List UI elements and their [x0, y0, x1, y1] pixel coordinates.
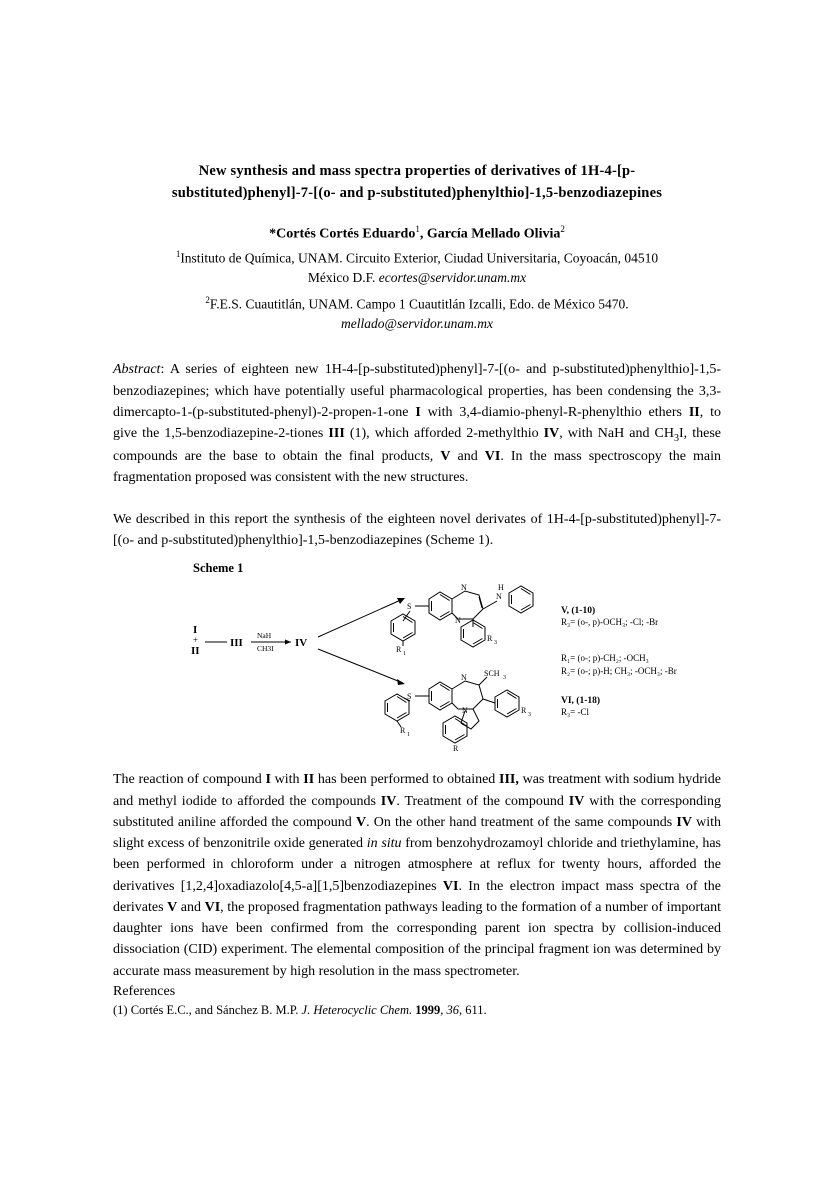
abstract-label-suffix: :: [160, 362, 165, 378]
discussion-text-5: . Treatment of the compound: [396, 793, 569, 809]
discussion-compound-VI-a: VI: [442, 878, 459, 894]
annotation-VI-title: VI, (1-18): [561, 696, 601, 707]
svg-text:3: 3: [494, 640, 497, 647]
annotation-R-line2: R₂= (o-; p)-H; CH₃; -OCH₃; -Br: [561, 666, 677, 677]
abstract-compound-I: I: [415, 404, 421, 420]
author-1: *Cortés Cortés Eduardo: [269, 226, 416, 242]
svg-text:1: 1: [403, 651, 406, 658]
abstract-text-1: A series of eighteen new 1H-4-[p-substituted)phenyl]-7-[(o- and p-substituted)phenylthio]-1,5-benzodiazepines; which have potentially useful pharmacological properties, has been condensing the 3,3-dimercapto-1-(p-substituted-phenyl)-2-propen-1-one: [113, 362, 721, 420]
svg-text:R: R: [521, 706, 527, 716]
svg-text:N: N: [462, 706, 468, 716]
svg-text:R: R: [396, 645, 402, 655]
discussion-text-4: was treatment with sodium hydride and methyl iodide to afforded the compounds: [113, 772, 721, 809]
affiliation-2-line1: F.E.S. Cuautitlán, UNAM. Campo 1 Cuautitlán Izcalli, Edo. de México 5470.: [209, 296, 629, 312]
author-2-affiliation-marker: 2: [560, 223, 565, 234]
discussion-text-9: from benzohydrozamoyl chloride and triethylamine, has been performed in chloroform under a nitrogen atmosphere at reflux for twenty hours, afforded the derivatives [1,2,4]oxadiazolo[4,5-a][1,5]benzodiazepines: [113, 836, 721, 894]
reference-page: 611.: [465, 1002, 487, 1017]
svg-text:3: 3: [503, 675, 506, 682]
discussion-in-situ: in situ: [366, 836, 402, 852]
annotation-V-title: V, (1-10): [561, 606, 596, 617]
affiliation-1-marker: 1: [175, 249, 181, 260]
discussion-compound-III: III,: [499, 772, 519, 788]
scheme-caption: Scheme 1: [193, 561, 244, 576]
affiliation-1-line2-prefix: México D.F.: [307, 270, 379, 286]
discussion-compound-I: I: [265, 772, 271, 788]
svg-text:S: S: [407, 602, 412, 612]
affiliation-1-email[interactable]: ecortes@servidor.unam.mx: [378, 270, 527, 286]
reference-item-1: (1) Cortés E.C., and Sánchez B. M.P. J. Heterocyclic Chem. 1999, 36, 611.: [113, 1002, 487, 1017]
svg-text:S: S: [407, 692, 412, 702]
discussion-compound-IV-c: IV: [676, 814, 692, 830]
svg-text:III: III: [230, 637, 243, 650]
svg-text:I: I: [193, 624, 198, 637]
abstract-label: Abstract: [113, 362, 161, 378]
svg-text:R: R: [400, 726, 406, 736]
affiliation-1: [113, 248, 721, 288]
author-2: García Mellado Olivia: [426, 226, 561, 242]
svg-text:N: N: [455, 616, 461, 626]
affiliation-1-line1: Instituto de Química, UNAM. Circuito Exterior, Ciudad Universitaria, Coyoacán, 04510: [180, 250, 659, 266]
discussion-text-12: , the proposed fragmentation pathways leading to the formation of a number of important daughter ions have been confirmed from the corresponding parent ion spectra by collision-induced dissociation (CID) experiment. The elemental composition of the principal fragment ion was determined by accurate mass measurement by high resolution in the mass spectrometer.: [113, 899, 722, 979]
abstract-compound-II: II: [688, 404, 700, 420]
svg-text:+: +: [193, 635, 199, 646]
discussion-text-10: . In the electron impact mass spectra of the derivates: [113, 878, 722, 915]
document-content: [113, 160, 721, 1018]
annotation-VI-line1: R₃= -Cl: [561, 707, 589, 718]
discussion-compound-V-b: V: [167, 899, 178, 915]
abstract-compound-IV: IV: [543, 426, 560, 442]
reference-number: (1): [113, 1002, 128, 1017]
svg-text:SCH: SCH: [484, 669, 500, 679]
svg-text:II: II: [191, 645, 200, 658]
discussion-compound-V-a: V: [355, 814, 367, 830]
svg-text:3: 3: [528, 712, 531, 719]
discussion-compound-II: II: [303, 772, 315, 788]
discussion-text-2: with: [270, 772, 304, 788]
reference-year: 1999: [415, 1002, 441, 1017]
svg-text:NaH: NaH: [257, 631, 272, 641]
discussion-text-11: and: [177, 899, 205, 915]
discussion-text-8: with slight excess of benzonitrile oxide generated: [113, 814, 722, 852]
affiliation-2-marker: 2: [205, 294, 210, 305]
abstract-text-2: with 3,4-diamio-phenyl-R-phenylthio ethers: [420, 404, 689, 420]
abstract-text-3: , to give the 1,5-benzodiazepine-2-tiones: [113, 404, 721, 442]
svg-text:IV: IV: [295, 637, 308, 650]
discussion-text-1: The reaction of compound: [113, 772, 266, 788]
abstract-text-8: . In the mass spectroscopy the main fragmentation proposed was consistent with the new structures.: [113, 449, 721, 486]
scheme-figure: [113, 561, 721, 751]
abstract-text-7: and: [450, 449, 485, 465]
discussion-paragraph: [113, 769, 721, 982]
affiliation-2-email[interactable]: mellado@servidor.unam.mx: [341, 315, 493, 331]
svg-text:CH3I: CH3I: [257, 644, 274, 654]
abstract-paragraph: [113, 359, 721, 488]
discussion-compound-IV-b: IV: [568, 793, 585, 809]
abstract-compound-V: V: [440, 449, 451, 465]
abstract-compound-III: III: [328, 426, 345, 442]
annotation-V-line1: R₃= (o-, p)-OCH₃; -Cl; -Br: [561, 617, 659, 628]
discussion-compound-VI-b: VI: [204, 899, 221, 915]
svg-text:N: N: [461, 673, 467, 683]
discussion-compound-IV-a: IV: [380, 793, 397, 809]
abstract-text-4: (1), which afforded 2-methylthio: [344, 426, 544, 442]
page-title: New synthesis and mass spectra properties of derivatives of 1H-4-[p-substituted)phenyl]-7-[(o- and p-substituted)phenylthio]-1,5-benzodiazepines: [171, 163, 663, 202]
reference-authors: Cortés E.C., and Sánchez B. M.P.: [130, 1002, 302, 1017]
introduction-paragraph: We described in this report the synthesis of the eighteen novel derivates of 1H-4-[p-substituted)phenyl]-7-[(o- and p-substituted)phenylthio]-1,5-benzodiazepines (Scheme 1).: [113, 511, 721, 549]
annotation-R-line1: R₁= (o-; p)-CH₂; -OCH₃: [561, 653, 649, 664]
reference-journal: J. Heterocyclic Chem.: [301, 1002, 413, 1017]
reference-volume: 36: [446, 1002, 460, 1017]
svg-text:R: R: [453, 744, 459, 752]
affiliation-2: [113, 294, 721, 334]
discussion-text-7: . On the other hand treatment of the same compounds: [366, 814, 677, 830]
svg-text:R: R: [487, 634, 493, 644]
svg-text:N: N: [461, 583, 467, 593]
abstract-compound-VI: VI: [484, 449, 501, 465]
svg-text:N: N: [496, 592, 502, 602]
discussion-text-3: has been performed to obtained: [314, 772, 500, 788]
abstract-subscript-3: 3: [673, 433, 679, 445]
abstract-text-6: I, these compounds are the base to obtain the final products,: [113, 426, 721, 465]
abstract-text-5: , with NaH and CH: [559, 426, 674, 442]
references-heading: References: [113, 983, 176, 999]
author-1-affiliation-marker: 1: [415, 223, 420, 234]
svg-text:1: 1: [407, 732, 410, 739]
svg-text:H: H: [498, 583, 504, 593]
author-separator: ,: [419, 226, 427, 242]
scheme-diagram: [113, 561, 721, 751]
author-list: [113, 223, 721, 244]
discussion-text-6: with the corresponding substituted aniline afforded the compound: [113, 793, 722, 830]
